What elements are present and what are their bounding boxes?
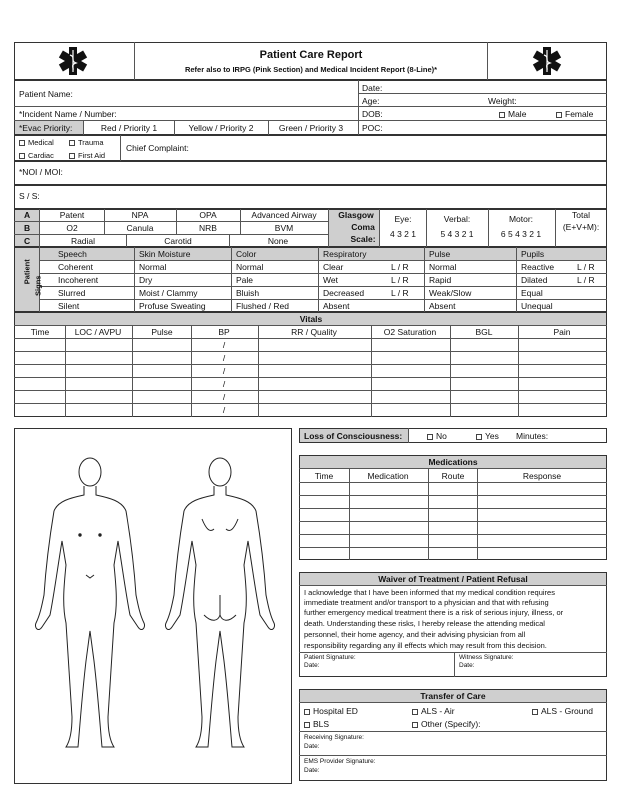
airway-option[interactable]: NPA <box>131 210 149 220</box>
vitals-header: Time <box>30 327 50 337</box>
patient-name-label: Patient Name: <box>19 89 73 99</box>
vitals-header: LOC / AVPU <box>74 327 122 337</box>
color-option[interactable]: Normal <box>236 262 264 272</box>
breathing-option[interactable]: NRB <box>199 223 217 233</box>
evac-priority-label: *Evac Priority: <box>19 123 73 133</box>
priority-2-option[interactable]: Yellow / Priority 2 <box>188 123 254 133</box>
airway-option[interactable]: Patent <box>59 210 85 220</box>
chief-complaint-label: Chief Complaint: <box>126 143 189 153</box>
female-option[interactable]: Female <box>556 110 593 119</box>
signs-header: Respiratory <box>323 249 367 259</box>
witness-signature-field[interactable]: Witness Signature: <box>459 654 514 661</box>
patient-signature-date[interactable]: Date: <box>304 662 320 669</box>
ss-label: S / S: <box>19 191 40 201</box>
waiver-text: I acknowledge that I have been informed that my medical condition requires <box>304 588 555 597</box>
meds-header: Route <box>441 471 465 481</box>
pulse-option[interactable]: Rapid <box>429 275 452 285</box>
als-ground-option[interactable]: ALS - Ground <box>532 707 593 716</box>
patient-signature-field[interactable]: Patient Signature: <box>304 654 356 661</box>
patient-signs-label: Signs <box>33 275 43 296</box>
ems-signature-date[interactable]: Date: <box>304 767 320 774</box>
pupils-side-option[interactable]: L / R <box>577 262 595 272</box>
pupils-option[interactable]: Dilated <box>521 275 548 285</box>
vitals-header: BP <box>218 327 230 337</box>
signs-header: Speech <box>58 249 87 259</box>
skin-option[interactable]: Normal <box>139 262 167 272</box>
vitals-header: O2 Saturation <box>383 327 437 337</box>
circulation-option[interactable]: Carotid <box>164 236 192 246</box>
vitals-title: Vitals <box>299 314 323 324</box>
bp-slash: / <box>222 366 226 376</box>
header-box <box>14 42 607 80</box>
body-back-icon[interactable] <box>160 455 280 755</box>
other-option[interactable]: Other (Specify): <box>412 720 481 729</box>
color-option[interactable]: Pale <box>236 275 254 285</box>
resp-option[interactable]: Wet <box>323 275 338 285</box>
motor-scale[interactable]: 6 5 4 3 2 1 <box>500 229 542 239</box>
receiving-signature-field[interactable]: Receiving Signature: <box>304 734 364 741</box>
skin-option[interactable]: Profuse Sweating <box>139 301 206 311</box>
bp-slash: / <box>222 340 226 350</box>
ems-signature-field[interactable]: EMS Provider Signature: <box>304 758 376 765</box>
priority-1-option[interactable]: Red / Priority 1 <box>100 123 158 133</box>
priority-3-option[interactable]: Green / Priority 3 <box>278 123 344 133</box>
vitals-header: BGL <box>475 327 493 337</box>
medical-option[interactable]: Medical <box>19 139 54 147</box>
waiver-text: responsibility regarding any ill effects which may result from this decision. <box>304 641 547 650</box>
resp-option[interactable]: Absent <box>323 301 350 311</box>
first-aid-option[interactable]: First Aid <box>69 152 105 160</box>
speech-option[interactable]: Silent <box>58 301 80 311</box>
gcs-label: Scale: <box>350 234 376 244</box>
bp-slash: / <box>222 353 226 363</box>
gcs-label: Glasgow <box>338 210 374 220</box>
pulse-option[interactable]: Absent <box>429 301 456 311</box>
signs-header: Pupils <box>521 249 545 259</box>
signs-header: Pulse <box>429 249 451 259</box>
medications-title: Medications <box>428 457 478 467</box>
color-option[interactable]: Flushed / Red <box>236 301 289 311</box>
resp-option[interactable]: Decreased <box>323 288 365 298</box>
pupils-option[interactable]: Unequal <box>521 301 553 311</box>
loc-label: Loss of Consciousness: <box>304 431 403 441</box>
resp-side-option[interactable]: L / R <box>391 288 409 298</box>
star-of-life-icon <box>58 46 88 76</box>
speech-option[interactable]: Slurred <box>58 288 86 298</box>
speech-option[interactable]: Coherent <box>58 262 93 272</box>
motor-label: Motor: <box>508 214 534 224</box>
pulse-option[interactable]: Normal <box>429 262 457 272</box>
eye-label: Eye: <box>394 214 412 224</box>
loc-no-option[interactable]: No <box>427 432 447 441</box>
waiver-title: Waiver of Treatment / Patient Refusal <box>378 574 528 584</box>
waiver-text: immediate treatment and/or transport to a physician and that with refusing <box>304 598 549 607</box>
resp-option[interactable]: Clear <box>323 262 344 272</box>
bp-slash: / <box>222 379 226 389</box>
verbal-scale[interactable]: 5 4 3 2 1 <box>440 229 474 239</box>
receiving-signature-date[interactable]: Date: <box>304 743 320 750</box>
airway-option[interactable]: OPA <box>199 210 217 220</box>
meds-header: Time <box>314 471 334 481</box>
pupils-option[interactable]: Equal <box>521 288 543 298</box>
vitals-header: Pulse <box>151 327 173 337</box>
skin-option[interactable]: Moist / Clammy <box>139 288 198 298</box>
speech-option[interactable]: Incoherent <box>58 275 99 285</box>
bp-slash: / <box>222 405 226 415</box>
transfer-title: Transfer of Care <box>420 691 486 701</box>
age-label: Age: <box>362 96 380 106</box>
bls-option[interactable]: BLS <box>304 720 329 729</box>
signs-header: Color <box>236 249 257 259</box>
waiver-text: personnel, their home agency, and their advising physician from all <box>304 630 526 639</box>
pupils-side-option[interactable]: L / R <box>577 275 595 285</box>
minutes-label: Minutes: <box>516 431 549 441</box>
poc-label: POC: <box>362 123 383 133</box>
verbal-label: Verbal: <box>443 214 471 224</box>
page-subtitle: Refer also to IRPG (Pink Section) and Medical Incident Report (8-Line)* <box>184 65 438 74</box>
meds-header: Medication <box>367 471 409 481</box>
hospital-ed-option[interactable]: Hospital ED <box>304 707 358 716</box>
breathing-option[interactable]: Canula <box>126 223 154 233</box>
circulation-option[interactable]: None <box>267 236 289 246</box>
resp-side-option[interactable]: L / R <box>391 262 409 272</box>
noi-label: *NOI / MOI: <box>19 167 63 177</box>
body-front-icon[interactable] <box>30 455 150 755</box>
cardiac-option[interactable]: Cardiac <box>19 152 54 160</box>
pulse-option[interactable]: Weak/Slow <box>429 288 472 298</box>
signs-header: Skin Moisture <box>139 249 191 259</box>
airway-option[interactable]: Advanced Airway <box>251 210 317 220</box>
skin-option[interactable]: Dry <box>139 275 153 285</box>
total-label: Total <box>572 210 590 220</box>
waiver-text: further emergency medical treatment there is a risk of serious injury, illness, or <box>304 608 564 617</box>
total-label: (E+V+M): <box>562 222 600 232</box>
eye-scale[interactable]: 4 3 2 1 <box>390 229 416 239</box>
male-option[interactable]: Male <box>499 110 526 119</box>
pupils-option[interactable]: Reactive <box>521 262 555 272</box>
waiver-text: death. Understanding these risks, I hereby release the attending medical <box>304 619 545 628</box>
weight-label: Weight: <box>488 96 517 106</box>
vitals-header: Pain <box>553 327 571 337</box>
gcs-label: Coma <box>351 222 375 232</box>
als-air-option[interactable]: ALS - Air <box>412 707 455 716</box>
witness-signature-date[interactable]: Date: <box>459 662 475 669</box>
abc-a-label: A <box>24 210 31 220</box>
loc-yes-option[interactable]: Yes <box>476 432 499 441</box>
star-of-life-icon <box>532 46 562 76</box>
vitals-header: RR / Quality <box>291 327 337 337</box>
meds-header: Response <box>522 471 562 481</box>
abc-c-label: C <box>24 236 31 246</box>
page-title: Patient Care Report <box>259 49 363 61</box>
color-option[interactable]: Bluish <box>236 288 260 298</box>
bp-slash: / <box>222 392 226 402</box>
date-label: Date: <box>362 83 383 93</box>
breathing-option[interactable]: O2 <box>66 223 78 233</box>
circulation-option[interactable]: Radial <box>70 236 96 246</box>
patient-signs-label: Patient <box>22 259 32 285</box>
trauma-option[interactable]: Trauma <box>69 139 104 147</box>
incident-label: *Incident Name / Number: <box>19 109 117 119</box>
abc-b-label: B <box>24 223 31 233</box>
resp-side-option[interactable]: L / R <box>391 275 409 285</box>
dob-label: DOB: <box>362 109 383 119</box>
breathing-option[interactable]: BVM <box>274 223 294 233</box>
